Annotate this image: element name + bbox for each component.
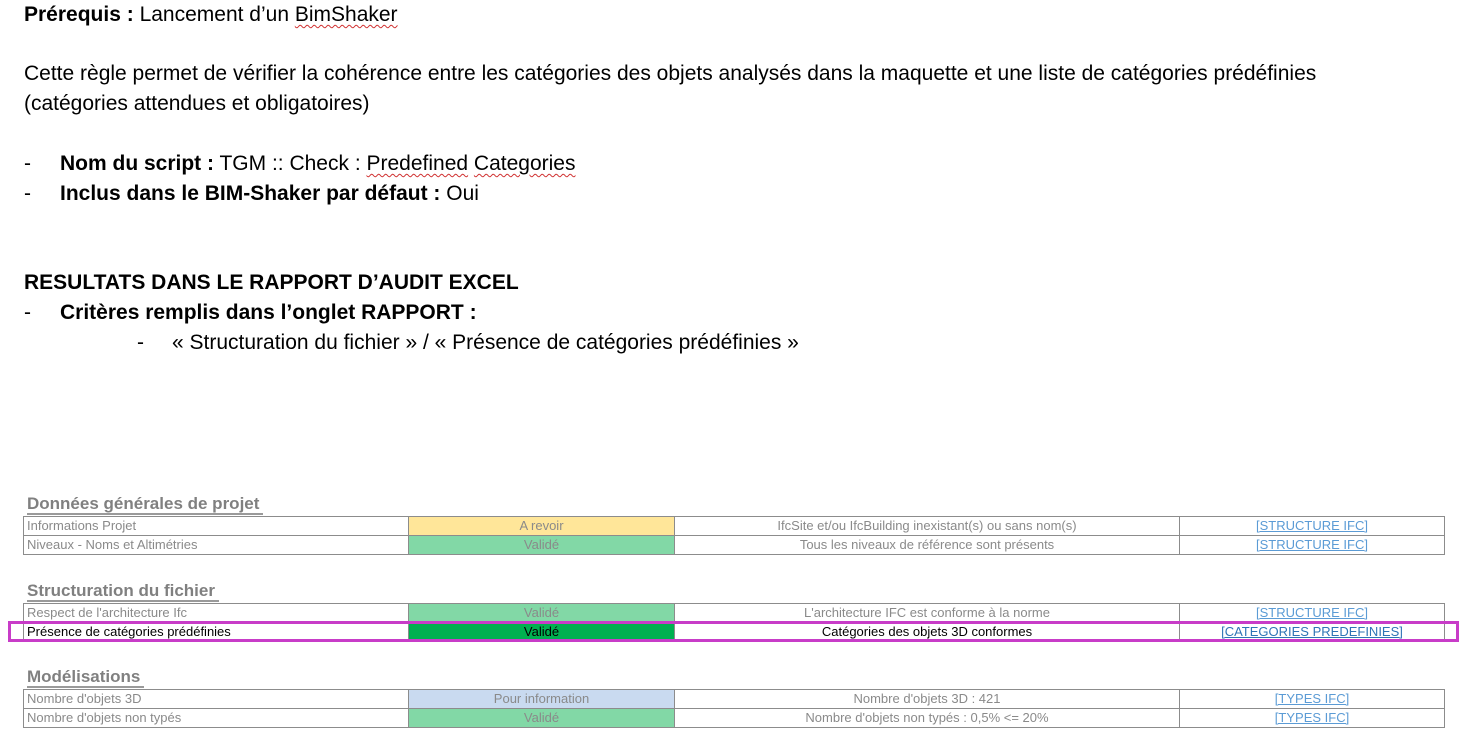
comment-cell: Tous les niveaux de référence sont présents (675, 536, 1180, 555)
structure-ifc-link[interactable]: [STRUCTURE IFC] (1256, 605, 1368, 620)
comment-cell: Nombre d'objets non typés : 0,5% <= 20% (675, 709, 1180, 728)
section-title-general: Données générales de projet (27, 494, 263, 514)
criterion-name: Nombre d'objets non typés (24, 709, 409, 728)
table-row (24, 517, 1445, 536)
script-name-label: Nom du script : (60, 152, 215, 175)
results-heading: RESULTATS DANS LE RAPPORT D’AUDIT EXCEL (24, 271, 519, 294)
criterion-name: Niveaux - Noms et Altimétries (24, 536, 409, 555)
link-cell[interactable] (1180, 604, 1445, 623)
intro-line-2: (catégories attendues et obligatoires) (24, 92, 370, 115)
bullet-dash: - (24, 301, 31, 324)
section-title-structuration: Structuration du fichier (27, 581, 219, 601)
bullet-dash: - (24, 182, 31, 205)
table-row (24, 536, 1445, 555)
script-name-word-1: Predefined (366, 152, 469, 175)
default-included-line (60, 181, 479, 207)
criterion-name: Nombre d'objets 3D (24, 690, 409, 709)
structure-ifc-link[interactable]: [STRUCTURE IFC] (1256, 518, 1368, 533)
report-table-modelisations (23, 689, 1445, 728)
comment-cell: Nombre d'objets 3D : 421 (675, 690, 1180, 709)
report-table-general (23, 516, 1445, 555)
table-row (24, 690, 1445, 709)
bimshaker-word: BimShaker (294, 3, 398, 26)
comment-cell: Catégories des objets 3D conformes (675, 623, 1180, 642)
criterion-name: Informations Projet (24, 517, 409, 536)
status-cell: A revoir (409, 517, 675, 536)
criterion-name: Présence de catégories prédéfinies (24, 623, 409, 642)
default-included-value: Oui (440, 182, 479, 205)
table-row (24, 604, 1445, 623)
script-name-line (60, 151, 575, 177)
script-name-word-2: Categories (473, 152, 576, 175)
criterion-name: Respect de l'architecture Ifc (24, 604, 409, 623)
section-title-modelisations: Modélisations (27, 667, 144, 687)
status-cell: Pour information (409, 690, 675, 709)
comment-cell: IfcSite et/ou IfcBuilding inexistant(s) ou sans nom(s) (675, 517, 1180, 536)
categories-predefinies-link[interactable]: [CATEGORIES PREDEFINIES] (1221, 624, 1403, 639)
criteria-text: « Structuration du fichier » / « Présence de catégories prédéfinies » (172, 331, 799, 354)
table-row (24, 709, 1445, 728)
link-cell[interactable] (1180, 709, 1445, 728)
prerequisites-text: Lancement d’un (139, 3, 295, 26)
bullet-dash: - (24, 152, 31, 175)
sub-bullet-dash: - (137, 331, 144, 354)
prerequisites-line (24, 2, 398, 28)
status-cell: Validé (409, 604, 675, 623)
criteria-label: Critères remplis dans l’onglet RAPPORT : (60, 301, 477, 324)
highlight-box (8, 621, 1459, 642)
script-name-prefix: TGM :: Check : (214, 152, 367, 175)
intro-line-1: Cette règle permet de vérifier la cohérence entre les catégories des objets analysés dans la maquette et une liste de catégories prédéfinies (24, 62, 1317, 85)
default-included-label: Inclus dans le BIM-Shaker par défaut : (60, 182, 441, 205)
status-cell: Validé (409, 623, 675, 642)
link-cell[interactable] (1180, 517, 1445, 536)
prerequisites-label: Prérequis : (24, 3, 134, 26)
status-cell: Validé (409, 709, 675, 728)
link-cell[interactable] (1180, 690, 1445, 709)
comment-cell: L'architecture IFC est conforme à la norme (675, 604, 1180, 623)
types-ifc-link[interactable]: [TYPES IFC] (1274, 691, 1350, 706)
status-cell: Validé (409, 536, 675, 555)
structure-ifc-link[interactable]: [STRUCTURE IFC] (1256, 537, 1368, 552)
link-cell[interactable] (1180, 536, 1445, 555)
types-ifc-link[interactable]: [TYPES IFC] (1274, 710, 1350, 725)
